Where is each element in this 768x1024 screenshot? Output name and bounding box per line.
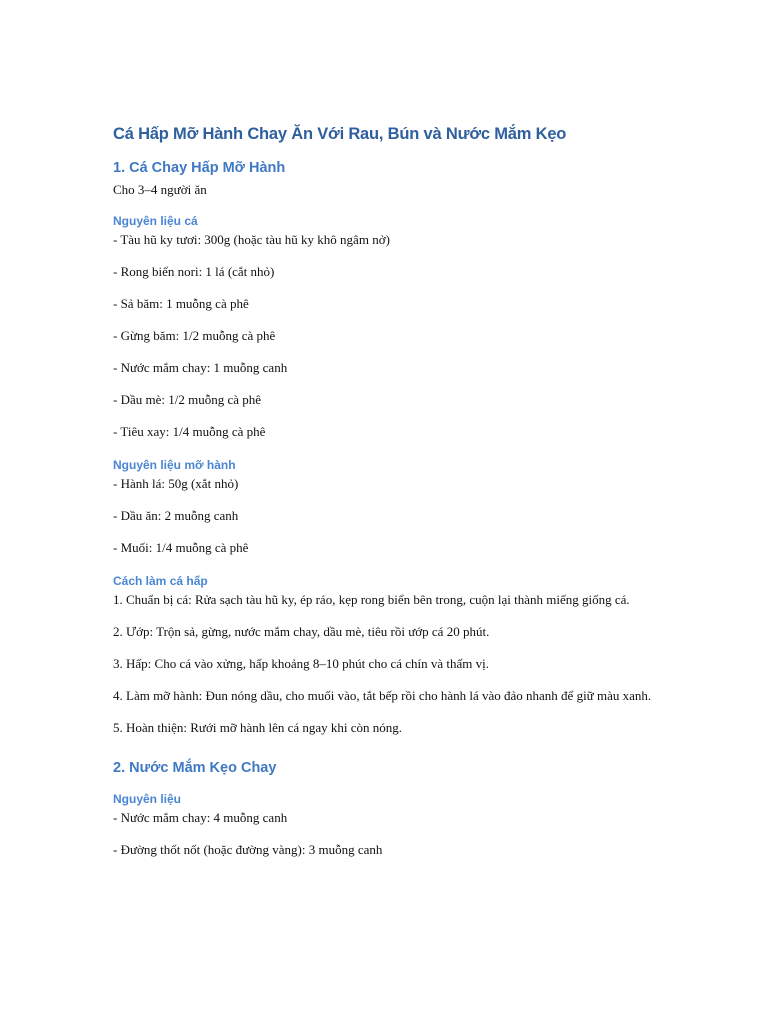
ingredient-item: - Nước mắm chay: 1 muỗng canh [113,360,288,375]
method-step: 1. Chuẩn bị cá: Rửa sạch tàu hũ ky, ép ráo, kẹp rong biển bên trong, cuộn lại thành miếng giống cá. [113,592,630,607]
ingredient-item: - Muối: 1/4 muỗng cà phê [113,540,249,555]
ingredient-item: - Tiêu xay: 1/4 muỗng cà phê [113,424,266,439]
subheading-sauce-ingredients: Nguyên liệu [113,792,182,806]
method-step: 5. Hoàn thiện: Rưới mỡ hành lên cá ngay khi còn nóng. [113,720,403,735]
subheading-scallion-oil-ingredients: Nguyên liệu mỡ hành [113,458,236,472]
document-title: Cá Hấp Mỡ Hành Chay Ăn Với Rau, Bún và Nước Mắm Kẹo [113,125,567,143]
ingredient-item: - Gừng băm: 1/2 muỗng cà phê [113,328,276,343]
subheading-fish-ingredients: Nguyên liệu cá [113,214,198,228]
ingredient-item: - Đường thốt nốt (hoặc đường vàng): 3 muỗng canh [113,842,383,857]
ingredient-item: - Dầu ăn: 2 muỗng canh [113,508,239,523]
ingredient-item: - Hành lá: 50g (xắt nhỏ) [113,476,239,491]
section-heading-fish: 1. Cá Chay Hấp Mỡ Hành [113,160,286,176]
subheading-method: Cách làm cá hấp [113,574,208,588]
ingredient-item: - Sả băm: 1 muỗng cà phê [113,296,249,311]
method-step: 3. Hấp: Cho cá vào xửng, hấp khoảng 8–10 phút cho cá chín và thấm vị. [113,656,490,671]
method-step: 2. Ướp: Trộn sả, gừng, nước mắm chay, dầu mè, tiêu rồi ướp cá 20 phút. [113,624,490,639]
ingredient-item: - Tàu hũ ky tươi: 300g (hoặc tàu hũ ky khô ngâm nở) [113,232,390,247]
method-step: 4. Làm mỡ hành: Đun nóng dầu, cho muối vào, tắt bếp rồi cho hành lá vào đảo nhanh để giữ màu xanh. [113,688,652,703]
document-page [113,120,673,872]
serving-size: Cho 3–4 người ăn [113,182,207,197]
section-heading-sauce: 2. Nước Mắm Kẹo Chay [113,760,277,776]
ingredient-item: - Dầu mè: 1/2 muỗng cà phê [113,392,262,407]
ingredient-item: - Nước mắm chay: 4 muỗng canh [113,810,288,825]
ingredient-item: - Rong biển nori: 1 lá (cắt nhỏ) [113,264,275,279]
